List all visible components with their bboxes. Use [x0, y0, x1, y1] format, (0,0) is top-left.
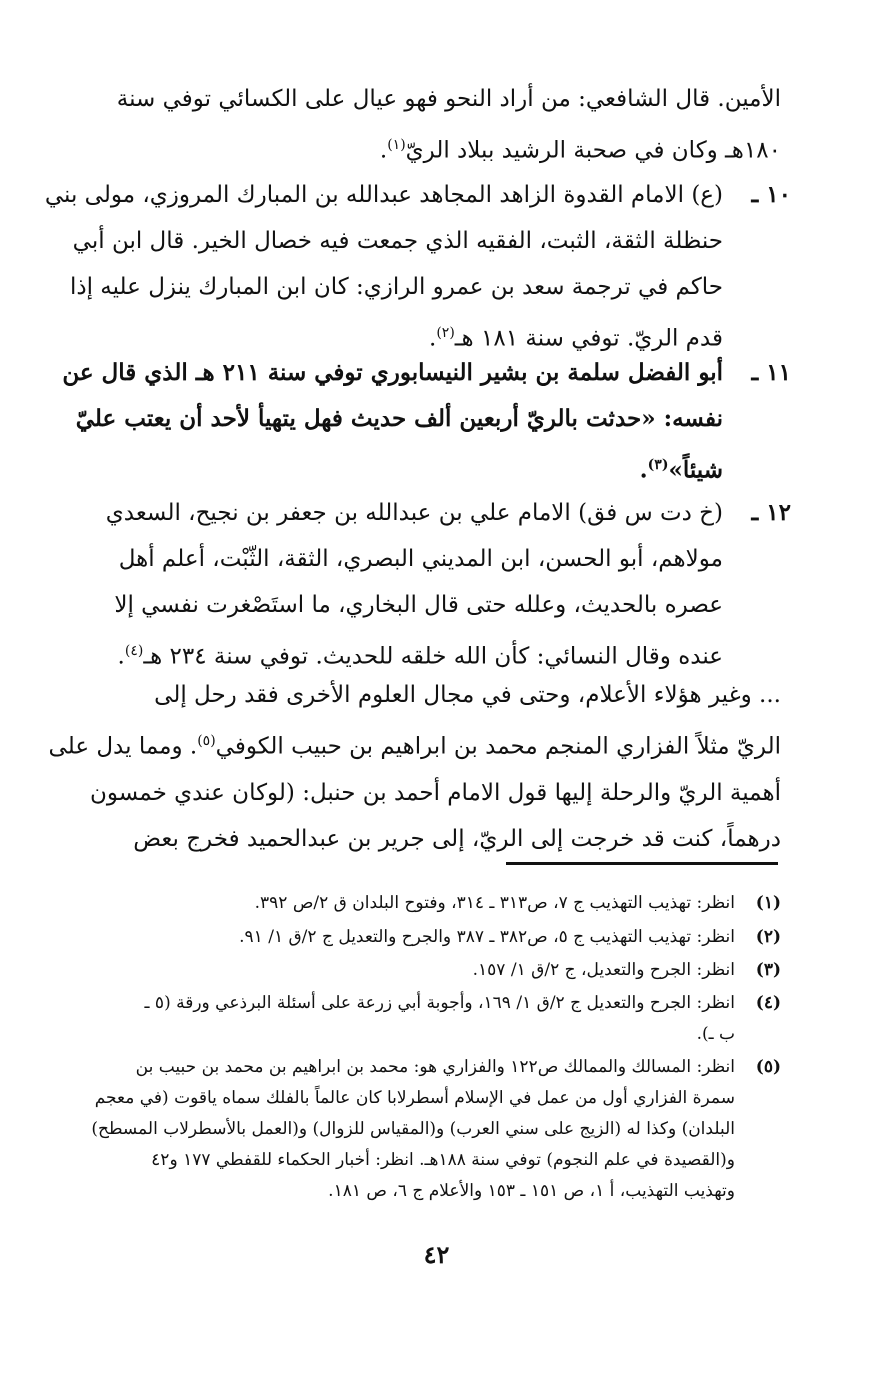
- intro-line-2-text: ١٨٠هـ وكان في صحبة الرشيد ببلاد الريّ: [405, 137, 781, 164]
- footnote-ref-3[interactable]: (٣): [647, 457, 669, 473]
- footnote-number: (٥): [755, 1057, 781, 1077]
- entry-line-text: عنده وقال النسائي: كأن الله خلقه للحديث. توفي سنة ٢٣٤ هـ: [143, 643, 723, 670]
- footnote-number: (٣): [755, 960, 781, 980]
- entry-line: مولاهم، أبو الحسن، ابن المديني البصري، الثقة، الثّبْت، أعلم أهل: [118, 546, 723, 572]
- footnote-line: سمرة الفزاري أول من عمل في الإسلام أسطرلابا كان عالماً بالفلك سماه ياقوت (في معجم: [94, 1088, 735, 1108]
- page-number: ٤٢: [423, 1240, 450, 1269]
- paragraph-line: [48, 718, 781, 770]
- entry-number: ١١ ـ: [751, 359, 791, 386]
- paragraph-line: أهمية الريّ والرحلة إليها قول الامام أحمد بن حنبل: (لوكان عندي خمسون: [90, 779, 781, 806]
- footnote-line: وتهذيب التهذيب، أ ١، ص ١٥١ ـ ١٥٣ والأعلام ج ٦، ص ١٨١.: [328, 1181, 735, 1201]
- entry-number: ١٠ ـ: [751, 181, 791, 208]
- paragraph-line: ... وغير هؤلاء الأعلام، وحتى في مجال العلوم الأخرى فقد رحل إلى: [154, 682, 781, 708]
- entry-line-text: شيئاً»: [668, 456, 723, 484]
- footnote-2: [78, 922, 781, 953]
- entry-line: حنظلة الثقة، الثبت، الفقيه الذي جمعت فيه خصال الخير. قال ابن أبي: [72, 228, 723, 254]
- entry-12: [78, 490, 791, 680]
- paragraph-line: درهماً، كنت قد خرجت إلى الريّ، إلى جرير بن عبدالحميد فخرج بعض: [133, 825, 781, 852]
- footnote-divider: [506, 862, 778, 865]
- footnote-line: و(القصيدة في علم النجوم) توفي سنة ١٨٨هـ. انظر: أخبار الحكماء للقفطي ١٧٧ و٤٢: [151, 1150, 735, 1170]
- intro-paragraph: [78, 76, 781, 174]
- entry-line: (ع) الامام القدوة الزاهد المجاهد عبدالله بن المبارك المروزي، مولى بني: [44, 182, 723, 208]
- entry-10: [44, 172, 791, 362]
- footnote-number: (٤): [755, 993, 781, 1013]
- footnote-4: [78, 988, 781, 1050]
- footnote-line: انظر: تهذيب التهذيب ج ٧، ص٣١٣ ـ ٣١٤، وفتوح البلدان ق ٢/ص ٣٩٢.: [254, 893, 735, 913]
- footnote-ref-4[interactable]: (٤): [124, 643, 144, 659]
- entry-line: عصره بالحديث، وعلله حتى قال البخاري، ما استَصْغرت نفسي إلا: [114, 592, 723, 618]
- entry-11: [62, 350, 791, 494]
- footnote-3: [78, 955, 781, 986]
- paragraph-line-tail: . ومما يدل على: [48, 733, 198, 760]
- entry-line-text: قدم الريّ. توفي سنة ١٨١ هـ: [454, 325, 723, 352]
- footnote-ref-5[interactable]: (٥): [197, 733, 216, 749]
- entry-line: نفسه: «حدثت بالريّ أربعين ألف حديث فهل يتهيأ لأحد أن يعتب عليّ: [75, 405, 723, 432]
- footnote-5: [78, 1052, 781, 1207]
- paragraph-line-text: الريّ مثلاً الفزاري المنجم محمد بن ابراهيم بن حبيب الكوفي: [215, 733, 781, 760]
- entry-number: ١٢ ـ: [751, 499, 791, 526]
- intro-line-2: ١٨٠هـ وكان في صحبة الرشيد ببلاد الريّ$^{(١)}$.: [379, 137, 781, 164]
- entry-line: (خ دت س فق) الامام علي بن عبدالله بن جعفر بن نجيح، السعدي: [105, 500, 723, 526]
- entry-line: حاكم في ترجمة سعد بن عمرو الرازي: كان ابن المبارك ينزل عليه إذا: [69, 274, 723, 300]
- intro-line-1: الأمين. قال الشافعي: من أراد النحو فهو عيال على الكسائي توفي سنة: [116, 86, 781, 112]
- footnote-ref-1[interactable]: (١): [387, 137, 406, 153]
- footnote-line: انظر: الجرح والتعديل ج ٢/ق ١/ ١٦٩، وأجوبة أبي زرعة على أسئلة البرذعي ورقة (٥ ـ: [144, 993, 735, 1013]
- footnote-line: ب ـ).: [696, 1024, 735, 1044]
- footnote-line: انظر: تهذيب التهذيب ج ٥، ص٣٨٢ ـ ٣٨٧ والجرح والتعديل ج ٢/ق ١/ ٩١.: [239, 927, 735, 947]
- entry-line: شيئاً»$^{(٣)}$.: [639, 456, 723, 484]
- footnote-line: انظر: المسالك والممالك ص١٢٢ والفزاري هو: محمد بن ابراهيم بن محمد بن حبيب بن: [135, 1057, 735, 1077]
- footnote-number: (٢): [755, 927, 781, 947]
- entry-line: قدم الريّ. توفي سنة ١٨١ هـ$^{(٢)}$.: [429, 325, 723, 352]
- footnote-ref-2[interactable]: (٢): [436, 325, 455, 341]
- footnote-1: [78, 888, 781, 919]
- entry-line: أبو الفضل سلمة بن بشير النيسابوري توفي سنة ٢١١ هـ الذي قال عن: [62, 359, 723, 386]
- footnote-number: (١): [755, 893, 781, 913]
- footnote-line: البلدان) وكذا له (الزيج على سني العرب) و(المقياس للزوال) و(العمل بالأسطرلاب المسطح): [91, 1119, 735, 1139]
- footnote-line: انظر: الجرح والتعديل، ج ٢/ق ١/ ١٥٧.: [472, 960, 735, 980]
- entry-line: عنده وقال النسائي: كأن الله خلقه للحديث. توفي سنة ٢٣٤ هـ$^{(٤)}$.: [117, 643, 723, 670]
- body-paragraph: [48, 672, 781, 862]
